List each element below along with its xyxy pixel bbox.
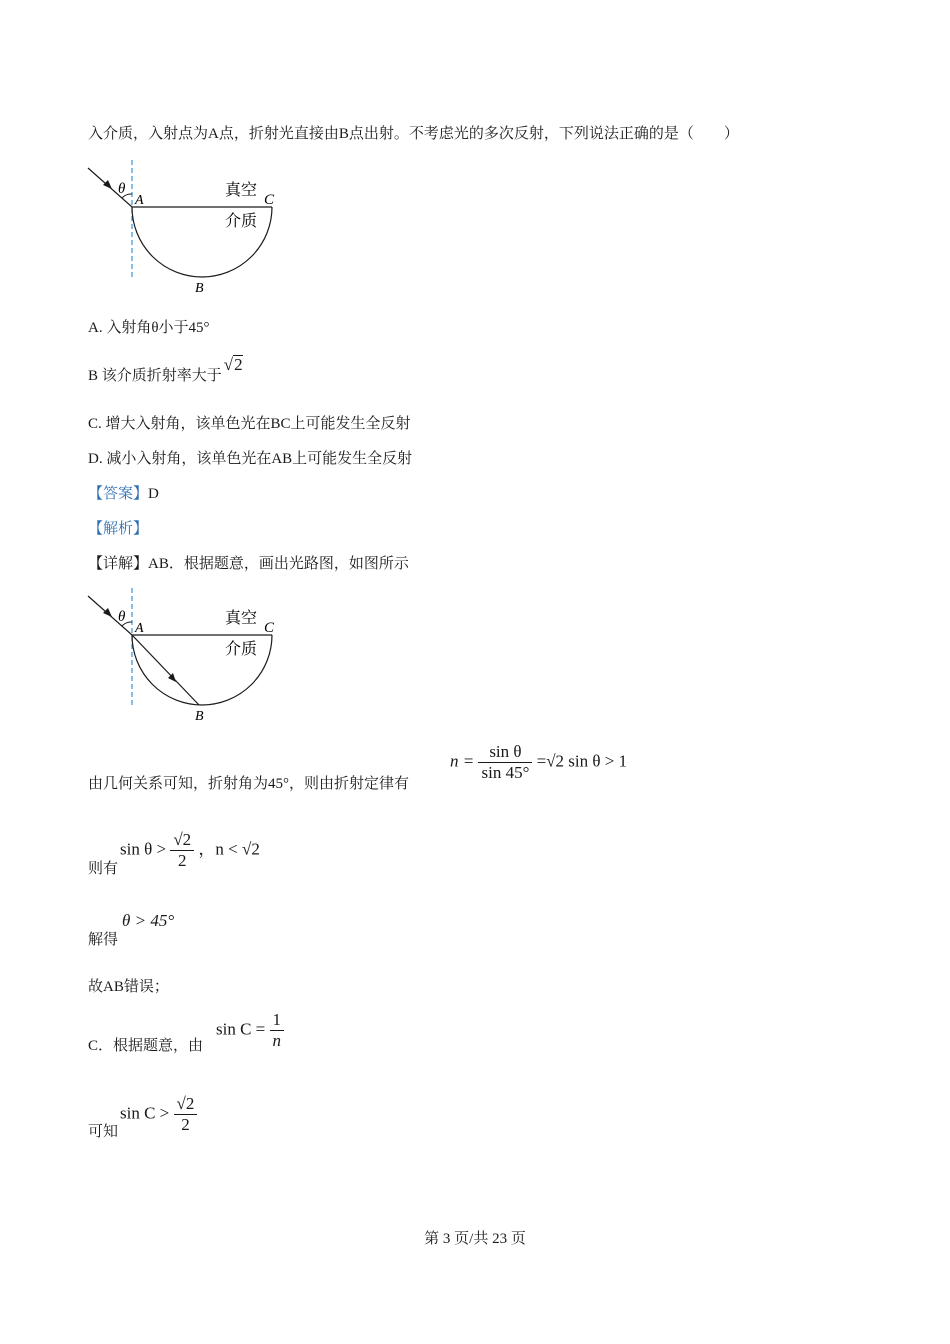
- detail-line: [88, 552, 409, 573]
- incident-arrow-icon: [103, 180, 112, 189]
- formula-6-lhs: sin C >: [120, 1103, 170, 1123]
- solution-line-4-text: 故AB错误；: [88, 979, 169, 995]
- formula-2-tail: ，n < √2: [198, 839, 260, 859]
- option-d: D. 减小入射角，该单色光在AB上可能发生全反射: [88, 451, 413, 467]
- formula-1-rhs: =√2 sin θ > 1: [536, 751, 628, 771]
- solution-line-5-text: C．根据题意，由: [88, 1038, 204, 1054]
- detail-text: AB．根据题意，画出光路图，如图所示: [148, 556, 409, 572]
- formula-sin-c: [120, 1094, 197, 1135]
- option-a: A. 入射角θ小于45°: [88, 320, 210, 336]
- formula-6-num: √2: [176, 1094, 195, 1113]
- point-b-label: B: [195, 709, 204, 724]
- formula-2-num: √2: [173, 830, 192, 849]
- point-b-label: B: [195, 281, 204, 296]
- incident-arrow-icon: [103, 608, 112, 617]
- angle-theta: θ: [118, 181, 126, 197]
- solution-line-6-text: 可知: [88, 1124, 119, 1140]
- angle-theta: θ: [118, 609, 126, 625]
- answer-line: [88, 482, 159, 503]
- formula-2-den: 2: [170, 850, 194, 871]
- formula-sin-theta: [120, 830, 260, 871]
- option-b: B 该介质折射率大于√2: [88, 355, 243, 384]
- formula-refraction-law: [450, 742, 627, 783]
- question-stem: 入介质，入射点为A点，折射光直接由B点出射。不考虑光的多次反射，下列说法正确的是（ ）: [88, 126, 739, 142]
- solution-line-3-text: 解得: [88, 932, 119, 948]
- point-c-label: C: [264, 620, 275, 636]
- formula-1-num: sin θ: [489, 742, 522, 761]
- answer-value: D: [148, 486, 159, 502]
- analysis-label: 【解析】: [88, 521, 149, 537]
- option-b-sqrt: 2: [234, 355, 243, 374]
- vacuum-label: 真空: [225, 610, 258, 627]
- formula-6-den: 2: [174, 1114, 198, 1135]
- point-a-label: A: [135, 193, 144, 208]
- point-a-label: A: [135, 621, 144, 636]
- formula-5-lhs: sin C =: [216, 1019, 266, 1039]
- formula-5-den: n: [270, 1030, 285, 1051]
- answer-label: 【答案】: [88, 486, 149, 502]
- detail-label: 【详解】: [88, 556, 149, 572]
- option-b-text: B 该介质折射率大于: [88, 368, 222, 384]
- formula-5-num: 1: [272, 1010, 282, 1029]
- point-c-label: C: [264, 192, 275, 208]
- vacuum-label: 真空: [225, 182, 258, 199]
- formula-critical-angle: [216, 1010, 284, 1051]
- medium-label: 介质: [225, 213, 258, 230]
- figure-refraction-question: [84, 158, 294, 298]
- figure-refraction-solution: [84, 586, 294, 726]
- medium-label: 介质: [225, 641, 258, 658]
- solution-line-2-text: 则有: [88, 861, 119, 877]
- page-footer: 第 3 页/共 23 页: [424, 1231, 526, 1247]
- formula-1-lhs: n =: [450, 751, 475, 771]
- formula-2-lhs: sin θ >: [120, 839, 167, 859]
- formula-theta-result: θ > 45°: [122, 911, 175, 930]
- option-c: C. 增大入射角，该单色光在BC上可能发生全反射: [88, 416, 411, 432]
- solution-line-1-text: 由几何关系可知，折射角为45°，则由折射定律有: [88, 776, 410, 792]
- formula-1-den: sin 45°: [478, 762, 532, 783]
